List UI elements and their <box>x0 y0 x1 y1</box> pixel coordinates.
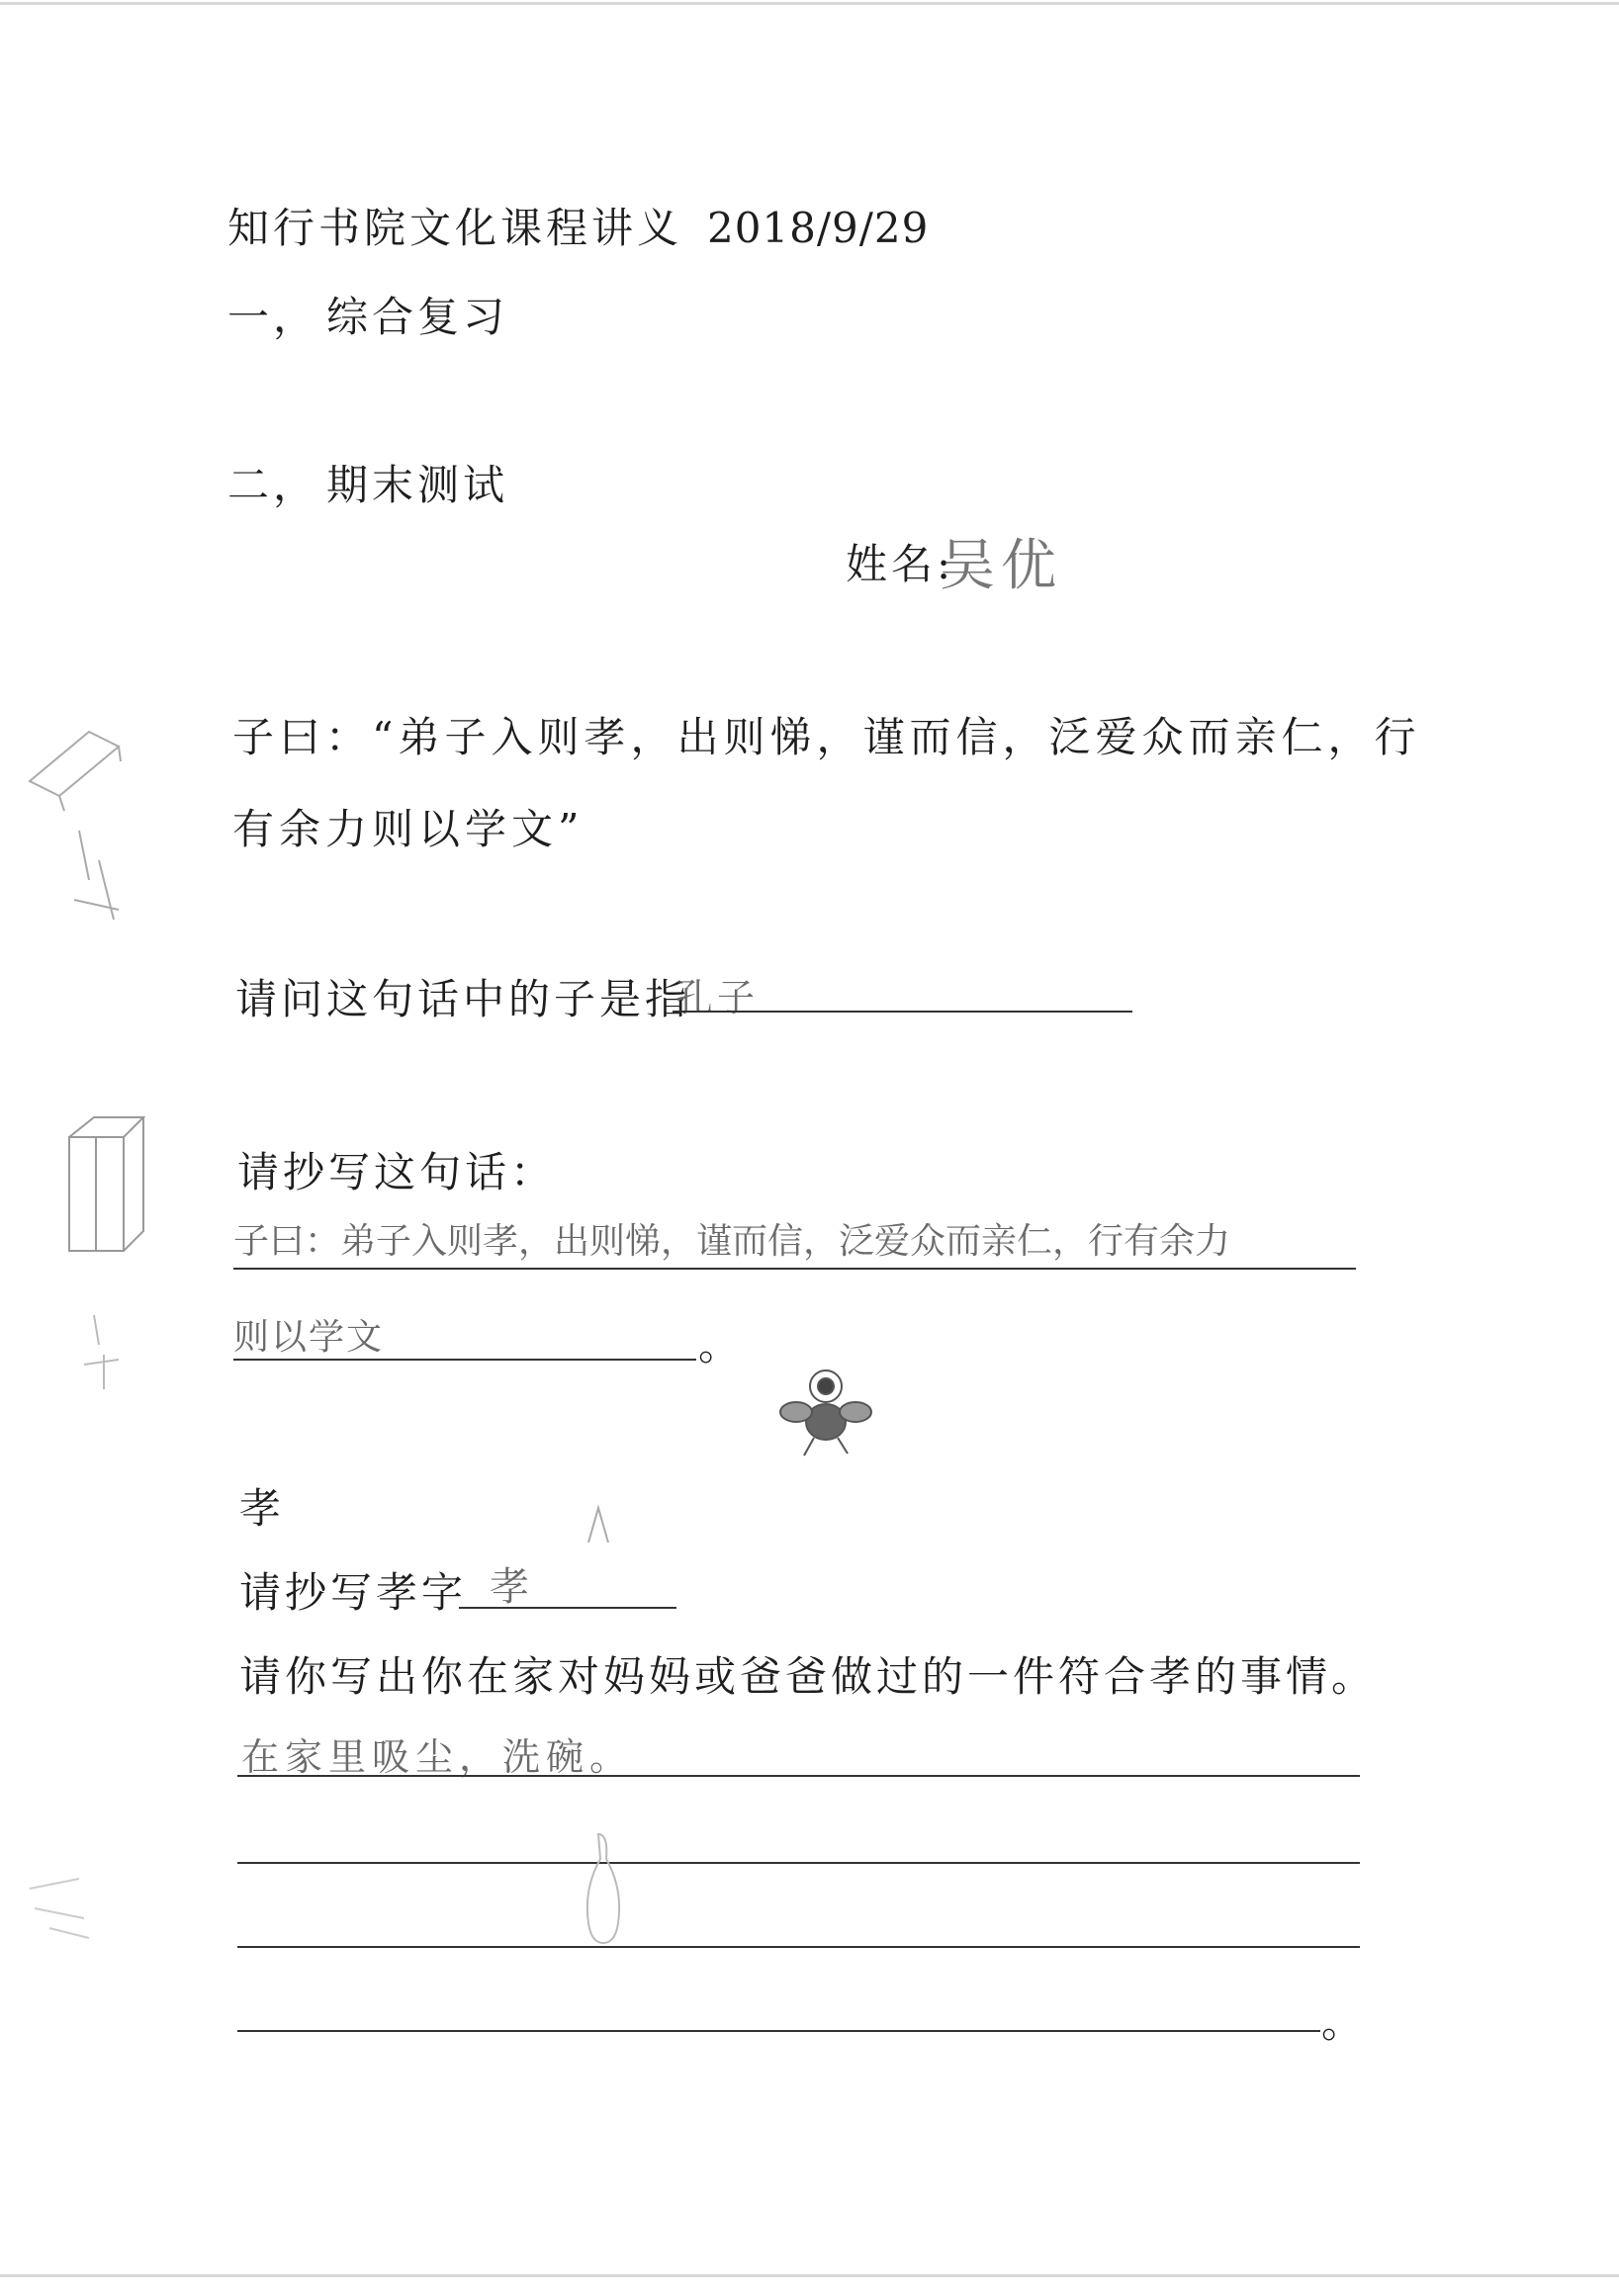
q3-prompt: 请抄写孝字 <box>239 1568 468 1617</box>
margin-prism-doodle <box>20 712 138 929</box>
q4-answer-line-4 <box>237 2030 1320 2032</box>
q4-answer-line-2 <box>237 1862 1360 1864</box>
scan-bottom-edge <box>0 2274 1619 2277</box>
section-1-title: 综合复习 <box>326 293 509 341</box>
section-1-number: 一， <box>227 293 319 341</box>
pencil-stroke-mark <box>584 1503 613 1552</box>
section-2-number: 二， <box>227 461 319 509</box>
name-value: 吴优 <box>940 534 1062 598</box>
bowling-pin-doodle <box>574 1829 633 1948</box>
character-heading: 孝 <box>239 1484 286 1533</box>
bee-doodle <box>776 1365 875 1463</box>
quote-line-2: 有余力则以学文” <box>232 805 585 853</box>
q1-prompt: 请问这句话中的子是指 <box>235 975 691 1023</box>
worksheet-title: 知行书院文化课程讲义 <box>227 204 683 252</box>
q1-answer-line <box>673 1011 1132 1013</box>
worksheet-date: 2018/9/29 <box>707 204 930 252</box>
q2-answer-line-1: 子曰：弟子入则孝，出则悌，谨而信，泛爱众而亲仁，行有余力 <box>233 1221 1231 1262</box>
q4-answer: 在家里吸尘，洗碗。 <box>241 1735 634 1779</box>
q2-answer-line-1-rule <box>233 1268 1356 1270</box>
q4-end-mark: 。 <box>1321 1998 1368 2047</box>
q3-answer: 孝 <box>490 1564 529 1610</box>
name-label: 姓名: <box>846 540 955 588</box>
section-2-title: 期末测试 <box>326 461 509 509</box>
q2-answer-line-2: 则以学文 <box>233 1317 385 1358</box>
q3-answer-line <box>459 1607 676 1609</box>
quote-line-1: 子曰：“弟子入则孝，出则悌，谨而信，泛爱众而亲仁，行 <box>232 713 1421 761</box>
q2-end-mark: 。 <box>698 1321 745 1369</box>
q2-prompt: 请抄写这句话： <box>237 1148 557 1196</box>
q2-answer-line-2-rule <box>233 1359 696 1361</box>
q4-prompt: 请你写出你在家对妈妈或爸爸做过的一件符合孝的事情。 <box>239 1652 1378 1701</box>
margin-scribble-doodle <box>74 1305 134 1394</box>
margin-pencil-mark <box>20 1859 99 1948</box>
scan-top-edge <box>0 2 1619 5</box>
q4-answer-line-1 <box>237 1775 1360 1777</box>
q4-answer-line-3 <box>237 1946 1360 1948</box>
margin-cuboid-doodle <box>59 1112 148 1261</box>
q1-answer: 孔子 <box>675 976 760 1019</box>
